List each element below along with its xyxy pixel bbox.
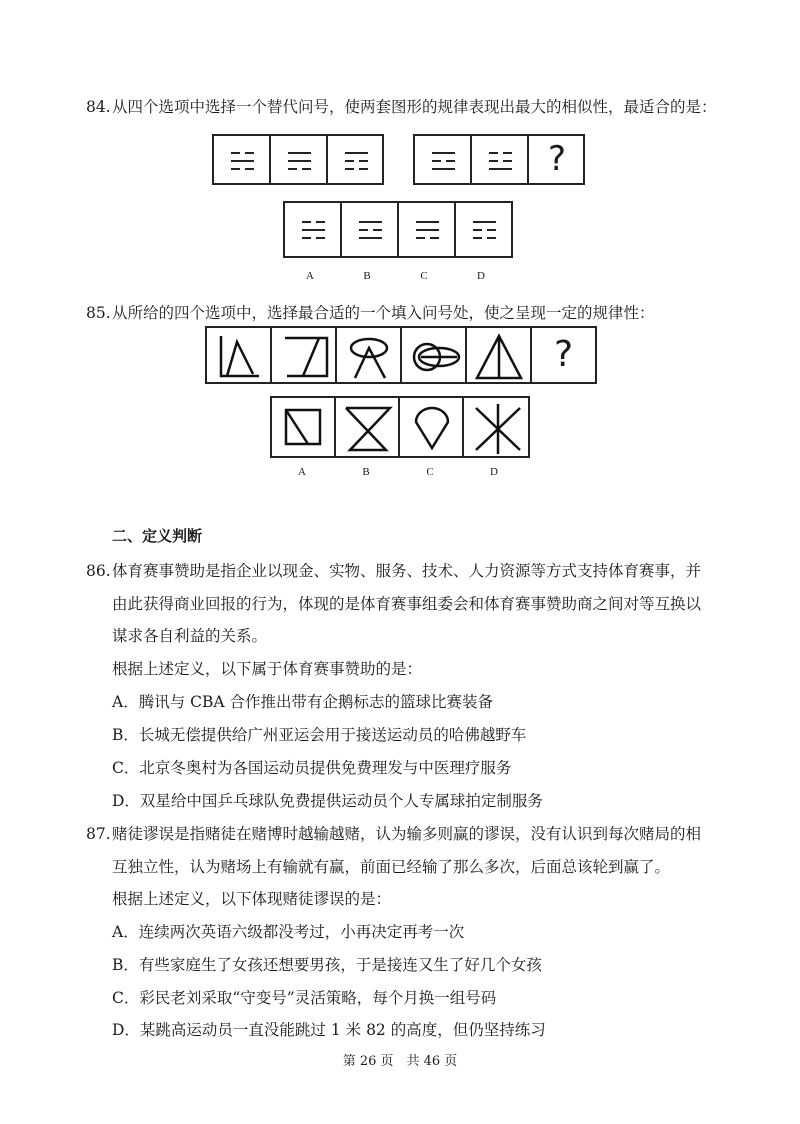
q87-text-2: 互独立性，认为赌场上有输就有赢，前面已经输了那么多次，后面总该轮到赢了。: [112, 858, 671, 876]
q84-number: 84.: [86, 98, 111, 116]
section-title: 二、定义判断: [112, 527, 203, 545]
q85-number: 85.: [86, 304, 111, 322]
q85-option-label-a: A: [298, 466, 306, 478]
q87-prompt: 根据上述定义，以下体现赌徒谬误的是：: [112, 890, 392, 908]
q86-option-c[interactable]: C．北京冬奥村为各国运动员提供免费理发与中医理疗服务: [112, 759, 512, 777]
q84-trigrams-1: [214, 136, 386, 187]
q87-option-c[interactable]: C．彩民老刘采取“守变号”灵活策略，每个月换一组号码: [112, 989, 497, 1007]
q86-text-3: 谋求各自利益的关系。: [112, 627, 268, 645]
q86-number: 86.: [86, 562, 111, 580]
q84-question-mark: ?: [547, 139, 567, 179]
q85-question-mark: ?: [553, 334, 574, 375]
q86-text-2: 由此获得商业回报的行为，体现的是体育赛事组委会和体育赛事赞助商之间对等互换以: [112, 595, 702, 613]
q86-option-b[interactable]: B．长城无偿提供给广州亚运会用于接送运动员的哈佛越野车: [112, 726, 527, 744]
q87-text-1: 赌徒谬误是指赌徒在赌博时越输越赌，认为输多则赢的谬误，没有认识到每次赌局的相: [112, 825, 702, 843]
q84-option-trigrams: [285, 203, 515, 260]
q85-text: 从所给的四个选项中，选择最合适的一个填入问号处，使之呈现一定的规律性：: [112, 304, 655, 322]
q84-stem-group-2: [413, 134, 585, 185]
q87-number: 87.: [86, 825, 111, 843]
q87-option-b[interactable]: B．有些家庭生了女孩还想要男孩，于是接连又生了好几个女孩: [112, 956, 542, 974]
q85-option-label-d: D: [490, 466, 498, 478]
q84-options: [283, 201, 513, 258]
q84-option-label-d: D: [477, 270, 485, 282]
q84-option-label-c: C: [420, 270, 428, 282]
q86-prompt: 根据上述定义，以下属于体育赛事赞助的是：: [112, 660, 423, 678]
q87-option-a[interactable]: A．连续两次英语六级都没考过，小再决定再考一次: [112, 923, 465, 941]
q85-options: [270, 396, 530, 458]
page-footer: 第 26 页 共 46 页: [342, 1054, 458, 1069]
q87-option-d[interactable]: D．某跳高运动员一直没能跳过 1 米 82 的高度，但仍坚持练习: [112, 1021, 546, 1039]
q86-option-d[interactable]: D．双星给中国乒乓球队免费提供运动员个人专属球拍定制服务: [112, 792, 543, 810]
q85-option-label-b: B: [362, 466, 370, 478]
q84-option-label-b: B: [363, 270, 371, 282]
q85-option-label-c: C: [426, 466, 434, 478]
q86-option-a[interactable]: A．腾讯与 CBA 合作推出带有企鹅标志的篮球比赛装备: [112, 693, 493, 711]
q84-text: 从四个选项中选择一个替代问号，使两套图形的规律表现出最大的相似性，最适合的是：: [112, 98, 717, 116]
q84-option-label-a: A: [306, 270, 314, 282]
q85-stem: [205, 326, 597, 384]
q85-option-shapes: [272, 398, 532, 460]
q86-text-1: 体育赛事赞助是指企业以现金、实物、服务、技术、人力资源等方式支持体育赛事，并: [112, 562, 702, 580]
q84-stem-group-1: [212, 134, 384, 185]
